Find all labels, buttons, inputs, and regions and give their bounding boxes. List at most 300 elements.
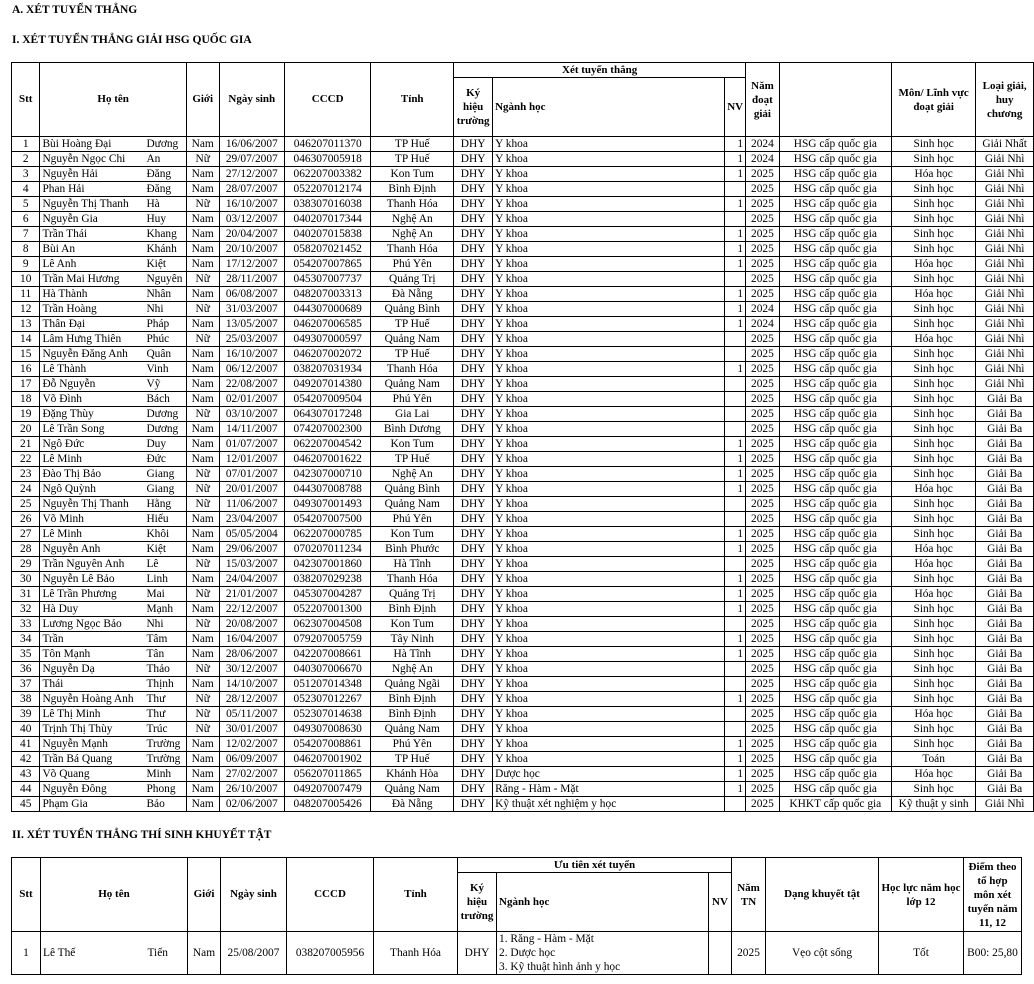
- t2-header-nam-tn: Năm TN: [732, 858, 766, 932]
- table-row: [12, 422, 1034, 437]
- cell-gioi: Nam: [186, 512, 219, 527]
- table-row: [12, 707, 1034, 722]
- cell-nganh: Y khoa: [493, 152, 725, 167]
- cell-nv: 1: [725, 167, 746, 182]
- cell-loai-ky-thi: HSG cấp quốc gia: [779, 602, 891, 617]
- cell-mon: Sinh học: [891, 647, 975, 662]
- cell-ky-hieu: DHY: [454, 242, 493, 257]
- cell-loai-ky-thi: HSG cấp quốc gia: [779, 272, 891, 287]
- cell-ngay-sinh: 30/12/2007: [219, 662, 285, 677]
- cell-nganh: Y khoa: [493, 272, 725, 287]
- table-row: [12, 542, 1034, 557]
- cell-ten: Kiệt: [144, 542, 186, 557]
- header-tinh: Tỉnh: [371, 63, 454, 137]
- cell-nam: 2025: [746, 422, 780, 437]
- cell-nv: [725, 407, 746, 422]
- cell-ho: Đỗ Nguyễn: [40, 377, 145, 392]
- cell-loai-ky-thi: HSG cấp quốc gia: [779, 302, 891, 317]
- table-row: [12, 782, 1034, 797]
- cell-nganh: Y khoa: [493, 392, 725, 407]
- cell-tinh: Quảng Nam: [371, 782, 454, 797]
- cell-tinh: Thanh Hóa: [371, 242, 454, 257]
- cell-ho: Lê Thế: [41, 932, 146, 975]
- cell-nv: 1: [725, 227, 746, 242]
- cell-ten: Hiếu: [144, 512, 186, 527]
- cell-ngay-sinh: 05/11/2007: [219, 707, 285, 722]
- cell-cccd: 054207007865: [285, 257, 371, 272]
- table-row: [12, 647, 1034, 662]
- cell-loai-giai: Giải Nhì: [976, 257, 1034, 272]
- cell-nganh: Y khoa: [493, 242, 725, 257]
- cell-nganh: Y khoa: [493, 707, 725, 722]
- cell-loai-giai: Giải Ba: [976, 662, 1034, 677]
- cell-ten: Bách: [144, 392, 186, 407]
- cell-nv: [725, 422, 746, 437]
- cell-nv: 1: [725, 137, 746, 152]
- cell-loai-ky-thi: HSG cấp quốc gia: [779, 587, 891, 602]
- table-row: [12, 767, 1034, 782]
- section2-title: II. XÉT TUYỂN THẲNG THÍ SINH KHUYẾT TẬT: [12, 829, 272, 841]
- cell-dang: Vẹo cột sống: [766, 932, 879, 975]
- cell-nam: 2025: [746, 497, 780, 512]
- header-nam: Năm đoạt giải: [746, 63, 780, 137]
- nganh-option-1: 1. Răng - Hàm - Mặt: [499, 933, 594, 945]
- cell-nv: 1: [725, 482, 746, 497]
- cell-nam-tn: 2025: [732, 932, 766, 975]
- cell-nam: 2025: [746, 437, 780, 452]
- cell-gioi: Nữ: [186, 722, 219, 737]
- cell-ky-hieu: DHY: [454, 677, 493, 692]
- cell-ten: Giang: [144, 467, 186, 482]
- cell-tinh: Quảng Bình: [371, 482, 454, 497]
- cell-cccd: 062307004508: [285, 617, 371, 632]
- cell-ngay-sinh: 20/01/2007: [219, 482, 285, 497]
- cell-loai-giai: Giải Ba: [976, 707, 1034, 722]
- cell-ten: Khôi: [144, 527, 186, 542]
- cell-loai-ky-thi: HSG cấp quốc gia: [779, 677, 891, 692]
- cell-loai-ky-thi: HSG cấp quốc gia: [779, 452, 891, 467]
- cell-gioi: Nữ: [186, 332, 219, 347]
- cell-cccd: 045307004287: [285, 587, 371, 602]
- cell-gioi: Nam: [186, 647, 219, 662]
- cell-mon: Sinh học: [891, 422, 975, 437]
- cell-loai-ky-thi: HSG cấp quốc gia: [779, 137, 891, 152]
- cell-nganh: [497, 932, 709, 975]
- table-row: [12, 182, 1034, 197]
- cell-ho: Bùi An: [40, 242, 145, 257]
- cell-stt: 10: [12, 272, 40, 287]
- cell-mon: Sinh học: [891, 677, 975, 692]
- cell-ten: Nguyên: [144, 272, 186, 287]
- cell-cccd: 049307000597: [285, 332, 371, 347]
- cell-gioi: Nữ: [186, 272, 219, 287]
- cell-nv: [725, 677, 746, 692]
- cell-ngay-sinh: 16/04/2007: [219, 632, 285, 647]
- cell-ky-hieu: DHY: [454, 557, 493, 572]
- cell-loai-ky-thi: HSG cấp quốc gia: [779, 737, 891, 752]
- cell-cccd: 038207005956: [287, 932, 374, 975]
- cell-nv: 1: [725, 467, 746, 482]
- cell-tinh: Quảng Nam: [371, 332, 454, 347]
- t2-header-ngay-sinh: Ngày sinh: [221, 858, 287, 932]
- cell-mon: Sinh học: [891, 662, 975, 677]
- cell-nganh: Y khoa: [493, 722, 725, 737]
- table-row: [12, 362, 1034, 377]
- cell-loai-ky-thi: HSG cấp quốc gia: [779, 527, 891, 542]
- cell-ten: Đăng: [144, 182, 186, 197]
- cell-mon: Sinh học: [891, 197, 975, 212]
- cell-cccd: 048207003313: [285, 287, 371, 302]
- cell-stt: 24: [12, 482, 40, 497]
- cell-nganh: Y khoa: [493, 557, 725, 572]
- cell-stt: 15: [12, 347, 40, 362]
- table-row: [12, 332, 1034, 347]
- cell-cccd: 070207011234: [285, 542, 371, 557]
- table-row: [12, 287, 1034, 302]
- cell-ky-hieu: DHY: [454, 512, 493, 527]
- cell-nam: 2025: [746, 737, 780, 752]
- cell-ky-hieu: DHY: [454, 257, 493, 272]
- cell-ho: Hà Duy: [40, 602, 145, 617]
- cell-loai-ky-thi: HSG cấp quốc gia: [779, 347, 891, 362]
- cell-loai-giai: Giải Ba: [976, 632, 1034, 647]
- cell-gioi: Nam: [186, 167, 219, 182]
- cell-ngay-sinh: 12/02/2007: [219, 737, 285, 752]
- cell-ten: Quân: [144, 347, 186, 362]
- cell-ngay-sinh: 11/06/2007: [219, 497, 285, 512]
- cell-tinh: Hà Tĩnh: [371, 557, 454, 572]
- table-row: [12, 527, 1034, 542]
- cell-loai-giai: Giải Ba: [976, 572, 1034, 587]
- cell-loai-giai: Giải Ba: [976, 392, 1034, 407]
- cell-mon: Sinh học: [891, 377, 975, 392]
- cell-ngay-sinh: 15/03/2007: [219, 557, 285, 572]
- cell-gioi: Nam: [186, 677, 219, 692]
- cell-gioi: Nam: [186, 422, 219, 437]
- cell-tinh: Bình Phước: [371, 542, 454, 557]
- cell-stt: 1: [12, 137, 40, 152]
- cell-nganh: Y khoa: [493, 437, 725, 452]
- cell-nam: 2025: [746, 602, 780, 617]
- cell-ngay-sinh: 20/08/2007: [219, 617, 285, 632]
- cell-loai-giai: Giải Ba: [976, 677, 1034, 692]
- cell-loai-ky-thi: HSG cấp quốc gia: [779, 707, 891, 722]
- cell-cccd: 044307008788: [285, 482, 371, 497]
- cell-gioi: Nam: [186, 797, 219, 812]
- cell-loai-ky-thi: HSG cấp quốc gia: [779, 377, 891, 392]
- cell-mon: Sinh học: [891, 407, 975, 422]
- cell-gioi: Nam: [186, 632, 219, 647]
- cell-stt: 34: [12, 632, 40, 647]
- cell-ngay-sinh: 27/02/2007: [219, 767, 285, 782]
- cell-nv: [725, 377, 746, 392]
- cell-cccd: 052207012174: [285, 182, 371, 197]
- cell-nam: 2025: [746, 632, 780, 647]
- cell-ten: Duy: [144, 437, 186, 452]
- cell-tinh: Kon Tum: [371, 617, 454, 632]
- cell-ho: Trần Thái: [40, 227, 145, 242]
- cell-nv: 1: [725, 197, 746, 212]
- t2-header-cccd: CCCD: [287, 858, 374, 932]
- cell-mon: Hóa học: [891, 542, 975, 557]
- cell-ngay-sinh: 22/12/2007: [219, 602, 285, 617]
- cell-mon: Sinh học: [891, 452, 975, 467]
- cell-gioi: Nữ: [186, 467, 219, 482]
- cell-cccd: 038307016038: [285, 197, 371, 212]
- cell-loai-giai: Giải Nhì: [976, 332, 1034, 347]
- table-row: [12, 662, 1034, 677]
- cell-loai-ky-thi: HSG cấp quốc gia: [779, 572, 891, 587]
- cell-cccd: 049307008630: [285, 722, 371, 737]
- cell-stt: 1: [12, 932, 41, 975]
- cell-ho: Võ Quang: [40, 767, 145, 782]
- cell-ten: Dương: [144, 137, 186, 152]
- cell-ngay-sinh: 28/12/2007: [219, 692, 285, 707]
- cell-ho: Thái: [40, 677, 145, 692]
- cell-nganh: Y khoa: [493, 212, 725, 227]
- cell-ngay-sinh: 13/05/2007: [219, 317, 285, 332]
- cell-ten: Khang: [144, 227, 186, 242]
- cell-loai-giai: Giải Ba: [976, 737, 1034, 752]
- cell-ho: Lê Thành: [40, 362, 145, 377]
- table-row: [12, 257, 1034, 272]
- cell-loai-giai: Giải Nhì: [976, 272, 1034, 287]
- table-row: [12, 587, 1034, 602]
- table-row: [12, 602, 1034, 617]
- cell-ky-hieu: DHY: [454, 407, 493, 422]
- cell-cccd: 040207017344: [285, 212, 371, 227]
- cell-tinh: Phú Yên: [371, 392, 454, 407]
- cell-stt: 41: [12, 737, 40, 752]
- cell-nam: 2025: [746, 647, 780, 662]
- cell-mon: Sinh học: [891, 347, 975, 362]
- cell-mon: Kỹ thuật y sinh: [891, 797, 975, 812]
- table-row: [12, 482, 1034, 497]
- cell-tinh: Bình Định: [371, 602, 454, 617]
- cell-nv: 1: [725, 317, 746, 332]
- cell-ho: Nguyễn Ngọc Chi: [40, 152, 145, 167]
- cell-nganh: Y khoa: [493, 542, 725, 557]
- cell-ten: Dương: [144, 407, 186, 422]
- cell-loai-giai: Giải Nhì: [976, 377, 1034, 392]
- cell-mon: Sinh học: [891, 302, 975, 317]
- cell-stt: 9: [12, 257, 40, 272]
- table-row: [12, 497, 1034, 512]
- cell-stt: 32: [12, 602, 40, 617]
- cell-ky-hieu: DHY: [454, 347, 493, 362]
- cell-ngay-sinh: 23/04/2007: [219, 512, 285, 527]
- cell-tinh: Gia Lai: [371, 407, 454, 422]
- cell-cccd: 045307007737: [285, 272, 371, 287]
- cell-tinh: Thanh Hóa: [371, 572, 454, 587]
- cell-gioi: Nữ: [186, 497, 219, 512]
- cell-loai-giai: Giải Nhì: [976, 167, 1034, 182]
- cell-ngay-sinh: 05/05/2004: [219, 527, 285, 542]
- cell-loai-giai: Giải Ba: [976, 497, 1034, 512]
- cell-stt: 28: [12, 542, 40, 557]
- cell-gioi: Nam: [188, 932, 221, 975]
- cell-stt: 37: [12, 677, 40, 692]
- t2-header-hoc-luc: Học lực năm học lớp 12: [879, 858, 964, 932]
- cell-stt: 30: [12, 572, 40, 587]
- cell-ngay-sinh: 31/03/2007: [219, 302, 285, 317]
- table-row: [12, 632, 1034, 647]
- cell-nganh: Y khoa: [493, 677, 725, 692]
- cell-ky-hieu: DHY: [454, 722, 493, 737]
- cell-nam: 2025: [746, 467, 780, 482]
- cell-stt: 35: [12, 647, 40, 662]
- cell-ten: Lê: [144, 557, 186, 572]
- t2-header-diem: Điểm theo tổ hợp môn xét tuyển năm 11, 12: [964, 858, 1022, 932]
- table-row: [12, 212, 1034, 227]
- cell-loai-giai: Giải Nhì: [976, 182, 1034, 197]
- cell-cccd: 044307000689: [285, 302, 371, 317]
- cell-ten: Vinh: [144, 362, 186, 377]
- cell-ho: Nguyễn Thị Thanh: [40, 197, 145, 212]
- cell-tinh: Thanh Hóa: [374, 932, 458, 975]
- cell-nv: [725, 497, 746, 512]
- cell-gioi: Nữ: [186, 302, 219, 317]
- cell-loai-giai: Giải Ba: [976, 647, 1034, 662]
- cell-loai-giai: Giải Nhì: [976, 302, 1034, 317]
- cell-diem: B00: 25,80: [964, 932, 1022, 975]
- cell-nganh: Y khoa: [493, 257, 725, 272]
- cell-tinh: Tây Ninh: [371, 632, 454, 647]
- cell-tinh: TP Huế: [371, 152, 454, 167]
- table-row: [12, 737, 1034, 752]
- cell-cccd: 058207021452: [285, 242, 371, 257]
- cell-mon: Sinh học: [891, 242, 975, 257]
- cell-ten: Pháp: [144, 317, 186, 332]
- cell-ky-hieu: DHY: [454, 617, 493, 632]
- cell-ho: Nguyễn Hải: [40, 167, 145, 182]
- cell-cccd: 062207000785: [285, 527, 371, 542]
- cell-ngay-sinh: 26/10/2007: [219, 782, 285, 797]
- cell-cccd: 054207008861: [285, 737, 371, 752]
- cell-loai-giai: Giải Ba: [976, 407, 1034, 422]
- cell-ky-hieu: DHY: [454, 227, 493, 242]
- cell-gioi: Nam: [186, 752, 219, 767]
- cell-mon: Sinh học: [891, 392, 975, 407]
- cell-tinh: Đà Nẵng: [371, 797, 454, 812]
- cell-stt: 27: [12, 527, 40, 542]
- table-row: [12, 557, 1034, 572]
- cell-ten: Giang: [144, 482, 186, 497]
- table-row: [12, 677, 1034, 692]
- cell-nam: 2025: [746, 377, 780, 392]
- cell-loai-giai: Giải Ba: [976, 527, 1034, 542]
- header-blank: [779, 63, 891, 137]
- cell-cccd: 062207003382: [285, 167, 371, 182]
- cell-nam: 2025: [746, 542, 780, 557]
- cell-ky-hieu: DHY: [458, 932, 497, 975]
- cell-cccd: 049207007479: [285, 782, 371, 797]
- cell-loai-ky-thi: HSG cấp quốc gia: [779, 722, 891, 737]
- cell-ten: An: [144, 152, 186, 167]
- cell-loai-ky-thi: HSG cấp quốc gia: [779, 632, 891, 647]
- cell-loai-ky-thi: HSG cấp quốc gia: [779, 257, 891, 272]
- cell-ten: Thư: [144, 692, 186, 707]
- cell-ho: Nguyễn Dạ: [40, 662, 145, 677]
- cell-nganh: Y khoa: [493, 422, 725, 437]
- cell-nv: [725, 332, 746, 347]
- cell-nganh: Y khoa: [493, 482, 725, 497]
- cell-ten: Minh: [144, 767, 186, 782]
- cell-nganh: Y khoa: [493, 407, 725, 422]
- cell-nam: 2025: [746, 512, 780, 527]
- cell-nam: 2025: [746, 452, 780, 467]
- cell-nv: 1: [725, 572, 746, 587]
- cell-stt: 42: [12, 752, 40, 767]
- cell-gioi: Nam: [186, 767, 219, 782]
- cell-gioi: Nữ: [186, 707, 219, 722]
- cell-mon: Sinh học: [891, 362, 975, 377]
- cell-ho: Lê Minh: [40, 452, 145, 467]
- cell-tinh: Bình Dương: [371, 422, 454, 437]
- cell-gioi: Nam: [186, 317, 219, 332]
- cell-ten: Dương: [144, 422, 186, 437]
- table-row: [12, 752, 1034, 767]
- table-row: [12, 452, 1034, 467]
- cell-cccd: 074207002300: [285, 422, 371, 437]
- cell-nam: 2025: [746, 167, 780, 182]
- cell-cccd: 062207004542: [285, 437, 371, 452]
- cell-ho: Nguyễn Anh: [40, 542, 145, 557]
- cell-ngay-sinh: 16/06/2007: [219, 137, 285, 152]
- nganh-option-2: 2. Dược học: [499, 947, 556, 959]
- cell-nv: 1: [725, 242, 746, 257]
- cell-ngay-sinh: 12/01/2007: [219, 452, 285, 467]
- cell-loai-ky-thi: HSG cấp quốc gia: [779, 242, 891, 257]
- cell-ho: Đặng Thùy: [40, 407, 145, 422]
- cell-ky-hieu: DHY: [454, 452, 493, 467]
- section1-title: I. XÉT TUYỂN THẲNG GIẢI HSG QUỐC GIA: [12, 34, 252, 46]
- cell-nam: 2024: [746, 317, 780, 332]
- cell-ky-hieu: DHY: [454, 287, 493, 302]
- cell-ngay-sinh: 07/01/2007: [219, 467, 285, 482]
- cell-loai-giai: Giải Nhì: [976, 287, 1034, 302]
- cell-loai-ky-thi: HSG cấp quốc gia: [779, 752, 891, 767]
- cell-tinh: Nghệ An: [371, 662, 454, 677]
- cell-loai-ky-thi: HSG cấp quốc gia: [779, 512, 891, 527]
- t2-header-ky-hieu: Ký hiệu trường: [458, 873, 497, 932]
- cell-ho: Trần Bá Quang: [40, 752, 145, 767]
- cell-ky-hieu: DHY: [454, 692, 493, 707]
- cell-loai-ky-thi: HSG cấp quốc gia: [779, 227, 891, 242]
- cell-loai-giai: Giải Nhì: [976, 152, 1034, 167]
- cell-loai-ky-thi: HSG cấp quốc gia: [779, 287, 891, 302]
- cell-stt: 22: [12, 452, 40, 467]
- cell-tinh: Phú Yên: [371, 737, 454, 752]
- cell-stt: 12: [12, 302, 40, 317]
- cell-mon: Sinh học: [891, 497, 975, 512]
- cell-tinh: Quảng Ngãi: [371, 677, 454, 692]
- table-row: [12, 377, 1034, 392]
- cell-tinh: Quảng Trị: [371, 272, 454, 287]
- cell-nv: [725, 347, 746, 362]
- cell-tinh: Hà Tĩnh: [371, 647, 454, 662]
- cell-tinh: Nghệ An: [371, 227, 454, 242]
- cell-ky-hieu: DHY: [454, 587, 493, 602]
- cell-ho: Võ Đình: [40, 392, 145, 407]
- main-heading: A. XÉT TUYỂN THẲNG: [12, 4, 138, 16]
- cell-nv: 1: [725, 737, 746, 752]
- cell-nv: [725, 392, 746, 407]
- table-row: [12, 572, 1034, 587]
- cell-nv: 1: [725, 257, 746, 272]
- t2-header-dang: Dạng khuyết tật: [766, 858, 879, 932]
- t2-header-ho-ten: Họ tên: [41, 858, 188, 932]
